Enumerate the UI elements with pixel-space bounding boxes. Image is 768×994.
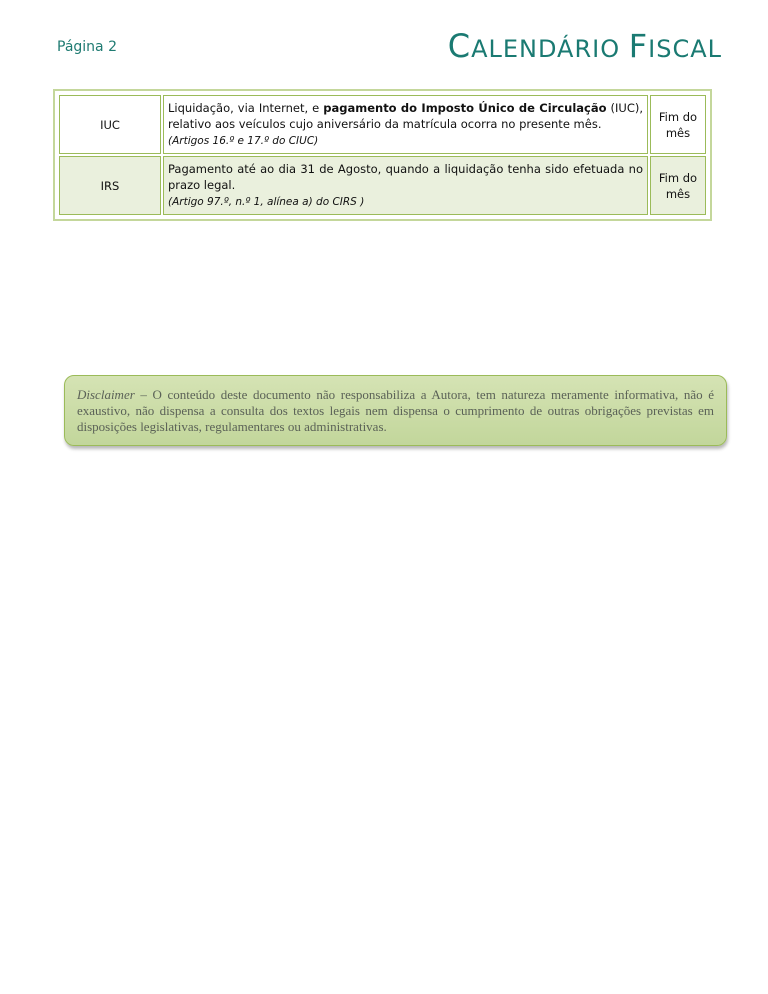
disclaimer-text: – O conteúdo deste documento não responsabiliza a Autora, tem natureza meramente informativa, não é exaustivo, não dispensa a consulta dos textos legais nem dispensa o cumprimento de outras obrigações previstas em disposições legislativas, regulamentares ou administrativas.: [77, 387, 714, 434]
disclaimer-label: Disclaimer: [77, 387, 135, 402]
description-text-continued: (IUC), relativo aos veículos cujo aniversário da matrícula ocorra no presente mês.: [168, 100, 644, 131]
due-date-cell: [650, 95, 706, 154]
title-word-rest-1: ALENDÁRIO: [471, 35, 621, 63]
description-cell: [163, 156, 648, 215]
disclaimer-box: [64, 375, 727, 446]
description-text: Liquidação, via Internet, e: [168, 100, 324, 115]
due-date-line-1: Fim do: [658, 170, 698, 185]
table-row: [59, 156, 706, 215]
table-row: [59, 95, 706, 154]
due-date-line-1: Fim do: [658, 109, 698, 124]
due-date-line-2: mês: [665, 186, 691, 201]
tax-calendar-table: [53, 89, 712, 221]
legal-reference: (Artigos 16.º e 17.º do CIUC): [168, 134, 319, 147]
legal-reference: (Artigo 97.º, n.º 1, alínea a) do CIRS ): [168, 195, 365, 208]
due-date-line-2: mês: [665, 125, 691, 140]
description-cell: [163, 95, 648, 154]
due-date-cell: [650, 156, 706, 215]
title-initial-f: F: [628, 27, 649, 65]
document-title: [448, 27, 722, 65]
tax-code-cell: IRS: [59, 156, 161, 215]
description-bold-text: pagamento do Imposto Único de Circulação: [323, 100, 607, 115]
page-number: Página 2: [57, 39, 117, 55]
description-text: Pagamento até ao dia 31 de Agosto, quando a liquidação tenha sido efetuada no prazo legal.: [168, 161, 643, 192]
title-initial-c: C: [447, 27, 472, 65]
title-word-rest-2: ISCAL: [648, 35, 722, 63]
tax-code-cell: IUC: [59, 95, 161, 154]
